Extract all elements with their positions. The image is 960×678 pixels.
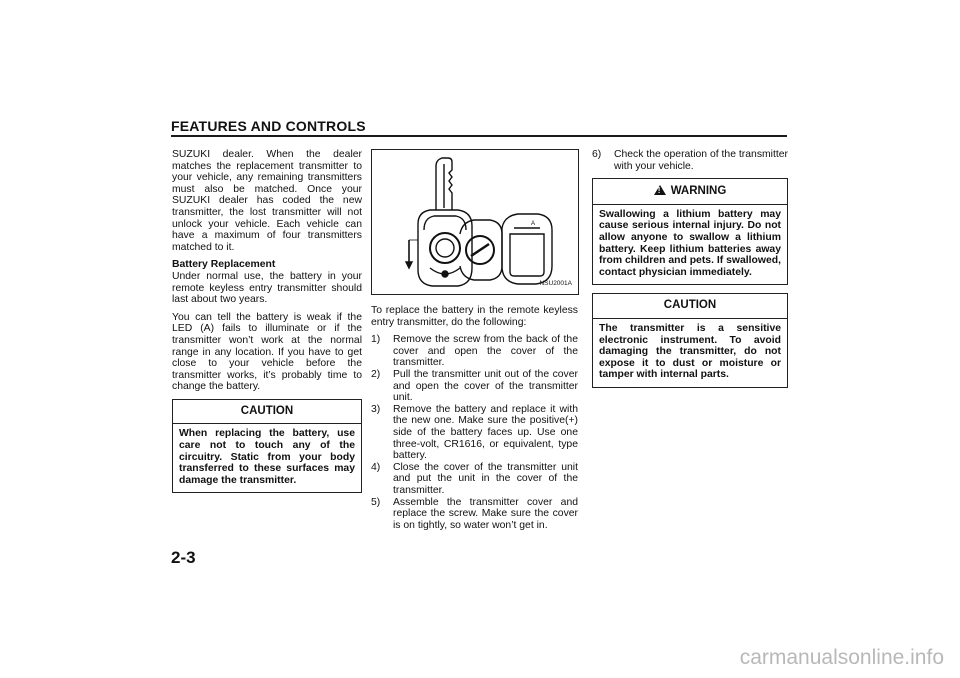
replace-intro: To replace the battery in the remote keyless entry transmitter, do the following: xyxy=(371,305,578,328)
warning-title: WARNING xyxy=(670,185,727,198)
list-item: 2) Pull the transmitter unit out of the cover and open the cover of the transmitter unit. xyxy=(371,368,578,404)
led-label: A xyxy=(531,221,536,227)
page-section-title: FEATURES AND CONTROLS xyxy=(171,118,366,134)
key-transmitter-illustration xyxy=(372,150,578,294)
figure-code: NSU2001A xyxy=(539,280,572,288)
caution-text: The transmitter is a sensitive electronic instrument. To avoid damaging the transmitter, do not expose it to dust or moisture or tamper with internal parts. xyxy=(599,322,781,381)
warning-icon xyxy=(654,185,666,195)
battery-heading: Battery Replacement xyxy=(172,259,276,271)
warning-text: Swallowing a lithium battery may cause serious internal injury. Do not allow anyone to swallow a lithium battery. Keep lithium batteries away from children and pets. If swallowed, contact physician immediately. xyxy=(599,208,781,278)
column-right xyxy=(592,149,788,388)
caution-title: CAUTION xyxy=(173,400,361,425)
column-left xyxy=(172,149,362,493)
battery-section xyxy=(172,259,362,305)
caution-box-static xyxy=(172,399,362,494)
caution-box-transmitter xyxy=(592,293,788,388)
list-item: 1) Remove the screw from the back of the cover and open the cover of the transmitter. xyxy=(371,334,578,369)
caution-title: CAUTION xyxy=(593,294,787,319)
list-item: 6) Check the operation of the transmitter with your vehicle. xyxy=(592,149,788,172)
warning-header xyxy=(593,179,787,205)
caution-text: When replacing the battery, use care not to touch any of the circuitry. Static from your body transferred to these surfaces may damage the transmitter. xyxy=(179,428,355,486)
replacement-steps xyxy=(371,334,578,531)
page-number: 2-3 xyxy=(171,548,196,567)
battery-life-paragraph: Under normal use, the battery in your remote keyless entry transmitter should last about two years. xyxy=(172,270,362,306)
dealer-paragraph: SUZUKI dealer. When the dealer matches the replacement transmitter to your vehicle, any remaining transmitters must also be matched. Once your SUZUKI dealer has coded the new transmitter, the lost transmitter will not unlock your vehicle. Each vehicle can have a maximum of four transmitters matched to it. xyxy=(172,149,362,253)
column-middle xyxy=(371,149,578,531)
battery-weak-paragraph: You can tell the battery is weak if the LED (A) fails to illuminate or if the transmitter won’t work at the normal range in any location. If you have to get close to your vehicle before the transmitter works, it’s probably time to change the battery. xyxy=(172,311,362,393)
list-item: 5) Assemble the transmitter cover and replace the screw. Make sure the cover is on tightly, so water won’t get in. xyxy=(371,496,578,531)
header-divider xyxy=(171,135,787,137)
watermark-link[interactable]: carmanualsonline.info xyxy=(739,646,944,669)
warning-box xyxy=(592,178,788,285)
list-item: 3) Remove the battery and replace it with the new one. Make sure the positive(+) side of the battery faces up. Use one three-volt, CR1616, or equivalent, type battery. xyxy=(371,403,578,462)
transmitter-figure xyxy=(371,149,579,295)
replacement-steps-continued xyxy=(592,149,788,172)
list-item: 4) Close the cover of the transmitter unit and put the unit in the cover of the transmitter. xyxy=(371,461,578,496)
